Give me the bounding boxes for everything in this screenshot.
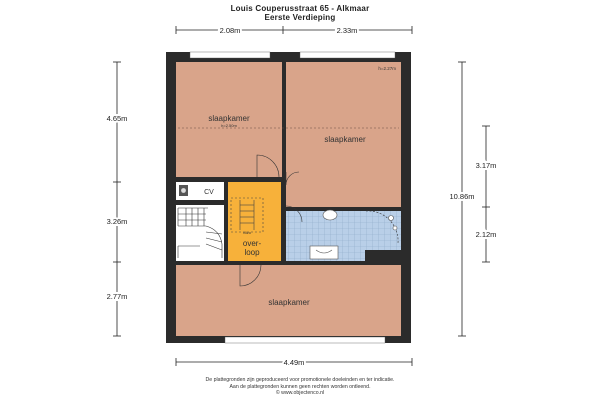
bedroom-left-height: h=2.50m — [221, 123, 237, 128]
toilet-icon — [310, 246, 338, 259]
landing-label-line1: over- — [242, 239, 262, 248]
dim-right-upper: 3.17m — [475, 161, 497, 170]
dim-left-bottom: 2.77m — [106, 292, 128, 301]
top-dimension-lines — [176, 26, 412, 34]
dim-top-right: 2.33m — [336, 26, 358, 35]
sink-icon — [323, 210, 337, 220]
boiler-dial-icon — [181, 188, 186, 193]
stairwell — [176, 205, 224, 261]
cv-label: CV — [204, 189, 214, 196]
attic-hatch-label: vlizo — [242, 230, 252, 235]
bedroom-bottom-label: slaapkamer — [268, 298, 310, 307]
bedroom-right-label: slaapkamer — [324, 135, 366, 144]
landing-label-line2: loop — [244, 248, 260, 257]
dim-right-total: 10.86m — [449, 192, 475, 201]
dim-left-middle: 3.26m — [106, 217, 128, 226]
shower-drain-icon — [393, 226, 397, 230]
bedroom-left-label: slaapkamer — [208, 114, 250, 123]
disclaimer-line1: De plattegronden zijn geproduceerd voor promotionele doeleinden en ter indicatie. — [205, 377, 395, 383]
bathroom-shaft — [365, 250, 401, 265]
floor-title: Eerste Verdieping — [264, 13, 336, 22]
bedroom-right-height: h=2.27m — [378, 66, 396, 71]
dim-right-lower: 2.12m — [475, 230, 497, 239]
dim-left-top: 4.65m — [106, 114, 128, 123]
copyright-line: © www.objectenco.nl — [275, 390, 325, 396]
dim-bottom-width: 4.49m — [283, 358, 305, 367]
dim-top-left: 2.08m — [219, 26, 241, 35]
disclaimer-line2: Aan de plattegronden kunnen geen rechten worden ontleend. — [229, 383, 371, 390]
address-title: Louis Couperusstraat 65 - Alkmaar — [230, 4, 370, 13]
shower-head-icon — [389, 216, 394, 221]
